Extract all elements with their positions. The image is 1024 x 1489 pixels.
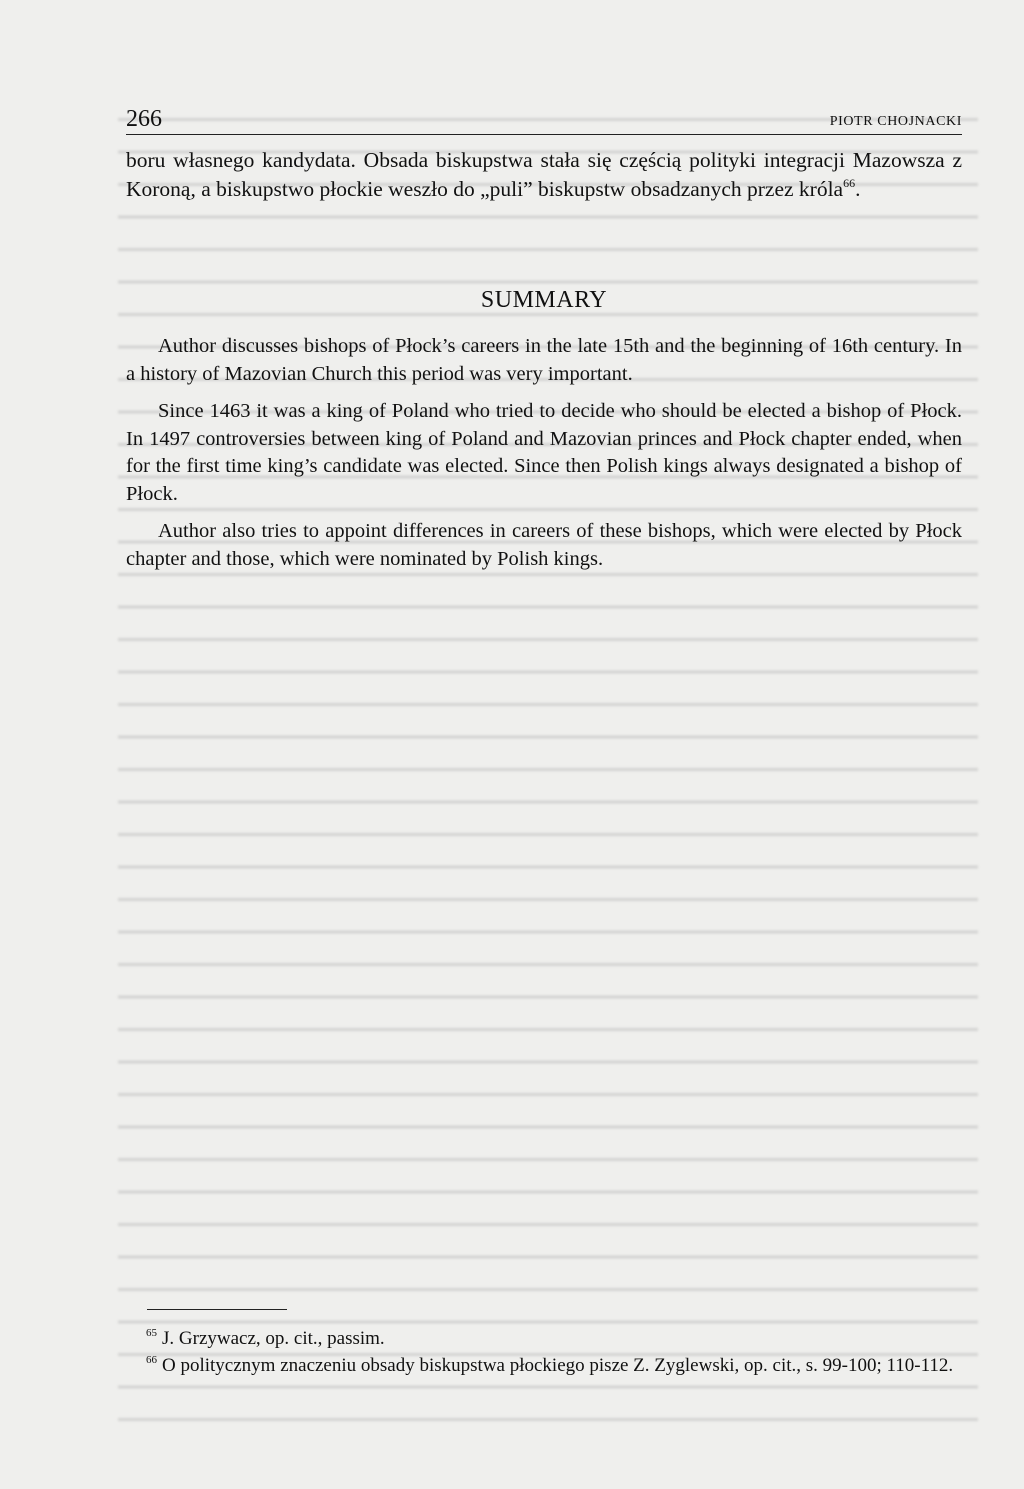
footnote-number: 65: [146, 1327, 157, 1339]
footnote-66: [126, 1353, 962, 1379]
footnote-text: J. Grzywacz, op. cit., passim.: [162, 1328, 385, 1349]
summary-heading: SUMMARY: [480, 287, 608, 313]
footnote-number: 66: [146, 1354, 157, 1366]
intro-text: boru własnego kandydata. Obsada biskupstwa stała się częścią polityki integracji Mazowsza z Koroną, a biskupstwo płockie weszło do „puli” biskupstw obsadzanych przez króla: [126, 148, 962, 201]
footnote-65: [126, 1326, 962, 1352]
running-head-author: PIOTR CHOJNACKI: [829, 114, 962, 129]
summary-section: [126, 333, 962, 583]
page-header: [126, 106, 962, 135]
page-number: 266: [126, 106, 162, 132]
summary-paragraph-3: Author also tries to appoint differences in careers of these bishops, which were elected by Płock chapter and those, which were nominated by Polish kings.: [126, 520, 962, 570]
intro-paragraph: [126, 146, 962, 204]
footnotes: [126, 1326, 962, 1380]
footnote-divider: [147, 1309, 287, 1310]
summary-paragraph-1: Author discusses bishops of Płock’s careers in the late 15th and the beginning of 16th century. In a history of Mazovian Church this period was very important.: [126, 335, 962, 385]
footnote-ref-66[interactable]: 66: [843, 176, 856, 190]
footnote-text: O politycznym znaczeniu obsady biskupstwa płockiego pisze Z. Zyglewski, op. cit., s. 99-100; 110-112.: [162, 1355, 954, 1376]
intro-end: .: [855, 177, 861, 201]
summary-paragraph-2: Since 1463 it was a king of Poland who tried to decide who should be elected a bishop of Płock. In 1497 controversies between king of Poland and Mazovian princes and Płock chapter ended, when for the first time king’s candidate was elected. Since then Polish kings always designated a bishop of Płock.: [126, 400, 962, 505]
